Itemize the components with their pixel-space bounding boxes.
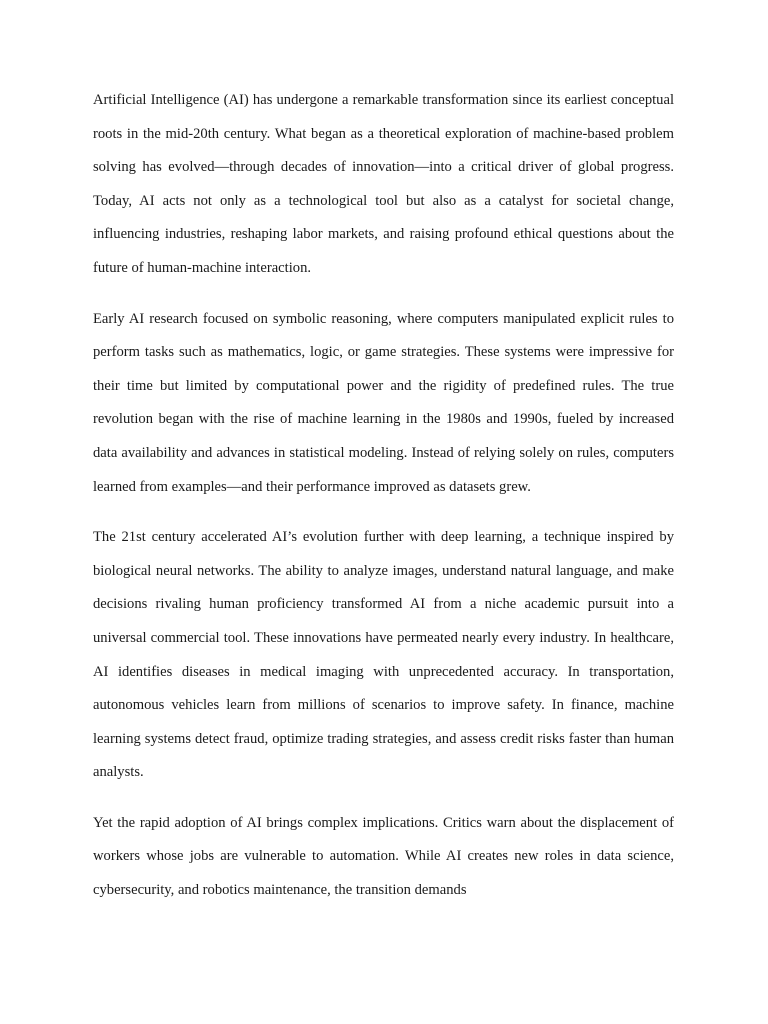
paragraph-early-ai-research: Early AI research focused on symbolic reasoning, where computers manipulated explicit rules to perform tasks such as mathematics, logic, or game strategies. These systems were impressive for their time but limited by computational power and the rigidity of predefined rules. The true revolution began with the rise of machine learning in the 1980s and 1990s, fueled by increased data availability and advances in statistical modeling. Instead of relying solely on rules, computers learned from examples—and their performance improved as datasets grew. (93, 310, 674, 495)
paragraph-ai-implications: Yet the rapid adoption of AI brings complex implications. Critics warn about the displacement of workers whose jobs are vulnerable to automation. While AI creates new roles in data science, cybersecurity, and robotics maintenance, the transition demands (93, 814, 674, 899)
paragraph-ai-transformation: Artificial Intelligence (AI) has undergone a remarkable transformation since its earliest conceptual roots in the mid-20th century. What began as a theoretical exploration of machine-based problem solving has evolved—through decades of innovation—into a critical driver of global progress. Today, AI acts not only as a technological tool but also as a catalyst for societal change, influencing industries, reshaping labor markets, and raising profound ethical questions about the future of human-machine interaction. (93, 92, 674, 276)
paragraph-deep-learning: The 21st century accelerated AI’s evolution further with deep learning, a technique inspired by biological neural networks. The ability to analyze images, understand natural language, and make decisions rivaling human proficiency transformed AI from a niche academic pursuit into a universal commercial tool. These innovations have permeated nearly every industry. In healthcare, AI identifies diseases in medical imaging with unprecedented accuracy. In transportation, autonomous vehicles learn from millions of scenarios to improve safety. In finance, machine learning systems detect fraud, optimize trading strategies, and assess credit risks faster than human analysts. (93, 529, 674, 781)
document-body (93, 84, 674, 925)
